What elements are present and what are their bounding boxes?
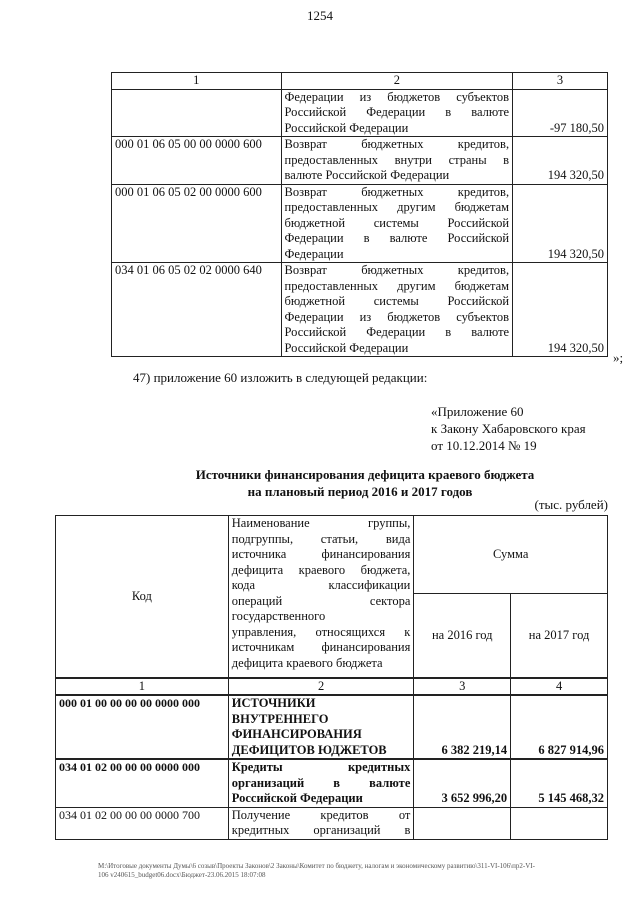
continuation-table xyxy=(111,72,608,357)
row-text: ИСТОЧНИКИ ВНУТРЕННЕГО ФИНАНСИРОВАНИЯ ДЕФИЦИТОВ ЮДЖЕТОВ xyxy=(228,695,414,759)
table-header-row xyxy=(112,73,608,90)
page-title: Источники финансирования дефицита краевого бюджета на плановый период 2016 и 2017 годов xyxy=(195,467,535,499)
row-value-2017: 6 827 914,96 xyxy=(511,695,608,759)
row-value-2016 xyxy=(414,807,511,839)
code-header: Код xyxy=(56,516,229,678)
row-value-2016: 6 382 219,14 xyxy=(414,695,511,759)
table-row xyxy=(56,807,608,839)
units-label: (тыс. рублей) xyxy=(534,497,608,512)
file-path-footer: М:\Итоговые документы Думы\6 созыв\Проекты Законов\2 Законы\Комитет по бюджету, налогам и экономическому развитию\311-VI-106\пр2-VI- 106 v240615_budget06.docx\Бюджет-23.06.2015 18:07:08 xyxy=(98,862,535,879)
row-text: Получение кредитов от кредитных организаций в xyxy=(228,807,414,839)
row-code: 034 01 02 00 00 00 0000 700 xyxy=(56,807,229,839)
column-numbers-row: 1 2 3 4 xyxy=(56,678,608,696)
sum-header: Сумма xyxy=(414,516,608,594)
row-code: 000 01 00 00 00 00 0000 000 xyxy=(56,695,229,759)
row-text: Возврат бюджетных кредитов, предоставленных внутри страны в валюте Российской Федерации xyxy=(281,137,513,185)
table-header-row xyxy=(56,516,608,594)
closing-quote: »; xyxy=(613,350,624,365)
appendix-reference: «Приложение 60 к Закону Хабаровского края от 10.12.2014 № 19 xyxy=(431,404,586,453)
column-number: 2 xyxy=(281,73,513,90)
year-2016-header: на 2016 год xyxy=(414,594,511,678)
row-text: Возврат бюджетных кредитов, предоставленных другим бюджетам бюджетной системы Российской Федерации из бюджетов субъектов Российской Федерации в валюте Российской Федерации xyxy=(281,263,513,357)
row-value: 194 320,50 xyxy=(513,137,608,185)
financing-sources-table xyxy=(55,515,608,840)
name-header: Наименование группы, подгруппы, статьи, вида источника финансирования дефицита краевого бюджета, кода классификации операций сектора государственного управления, относящихся к источникам финансирования дефицита краевого бюджета xyxy=(228,516,414,678)
table-row xyxy=(112,137,608,185)
row-code: 000 01 06 05 00 00 0000 600 xyxy=(112,137,282,185)
row-text: Кредиты кредитных организаций в валюте Российской Федерации xyxy=(228,759,414,807)
amendment-instruction: 47) приложение 60 изложить в следующей редакции: xyxy=(133,370,428,385)
row-value-2016: 3 652 996,20 xyxy=(414,759,511,807)
table-row xyxy=(112,89,608,137)
row-code: 034 01 06 05 02 02 0000 640 xyxy=(112,263,282,357)
column-number: 1 xyxy=(112,73,282,90)
row-text: Возврат бюджетных кредитов, предоставленных другим бюджетам бюджетной системы Российской Федерации в валюте Российской Федерации xyxy=(281,184,513,263)
table-row xyxy=(56,759,608,807)
row-value: 194 320,50 xyxy=(513,263,608,357)
year-2017-header: на 2017 год xyxy=(511,594,608,678)
row-value-2017: 5 145 468,32 xyxy=(511,759,608,807)
column-number: 3 xyxy=(513,73,608,90)
row-code: 034 01 02 00 00 00 0000 000 xyxy=(56,759,229,807)
row-text: Федерации из бюджетов субъектов Российской Федерации в валюте Российской Федерации xyxy=(281,89,513,137)
table-row xyxy=(112,184,608,263)
row-code xyxy=(112,89,282,137)
table-row xyxy=(112,263,608,357)
table-row xyxy=(56,695,608,759)
row-value: -97 180,50 xyxy=(513,89,608,137)
row-value-2017 xyxy=(511,807,608,839)
row-code: 000 01 06 05 02 00 0000 600 xyxy=(112,184,282,263)
page-number: 1254 xyxy=(307,8,333,23)
row-value: 194 320,50 xyxy=(513,184,608,263)
